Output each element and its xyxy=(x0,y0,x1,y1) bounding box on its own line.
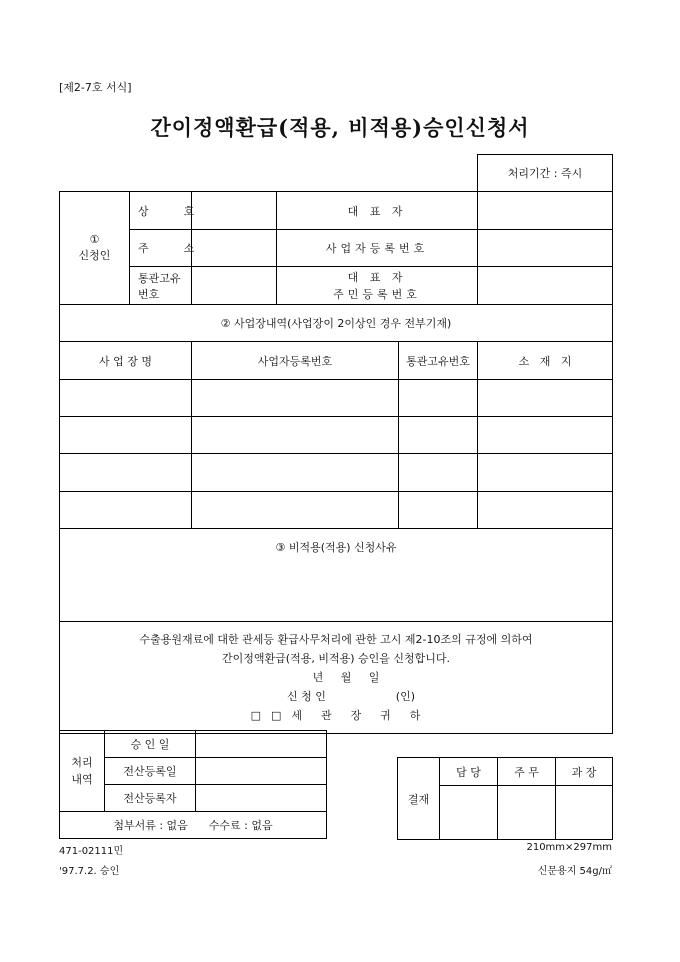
table-row xyxy=(60,492,613,529)
applicant-label: ① 신청인 xyxy=(60,192,130,305)
workplace-cell[interactable] xyxy=(60,454,192,492)
workplace-cell[interactable] xyxy=(399,492,478,529)
approval-date-field[interactable] xyxy=(196,731,327,758)
approval-header-manager: 과 장 xyxy=(556,758,613,786)
form-number: [제2-7호 서식] xyxy=(59,81,132,94)
approval-sign-manager[interactable] xyxy=(556,786,613,840)
address-field[interactable] xyxy=(192,230,277,267)
representative-field[interactable] xyxy=(478,192,613,230)
workplace-header-customs-code: 통관고유번호 xyxy=(399,342,478,380)
customs-code-field[interactable] xyxy=(192,267,277,305)
workplace-cell[interactable] xyxy=(399,380,478,417)
approval-date-label: 승 인 일 xyxy=(105,731,196,758)
form-title: 간이정액환급(적용, 비적용)승인신청서 xyxy=(150,115,530,140)
business-reg-no-label: 사업자등록번호 xyxy=(277,230,478,267)
registrant-field[interactable] xyxy=(196,785,327,812)
representative-label: 대 표 자 xyxy=(277,192,478,230)
trade-name-field[interactable] xyxy=(192,192,277,230)
application-table xyxy=(59,154,613,734)
table-row xyxy=(60,454,613,492)
workplace-cell[interactable] xyxy=(478,492,613,529)
processing-label: 처리 내역 xyxy=(60,731,105,812)
rep-id-label-line2: 주민등록번호 xyxy=(333,287,421,301)
registration-date-field[interactable] xyxy=(196,758,327,785)
approval-header-staff: 담 당 xyxy=(440,758,498,786)
registrant-label: 전산등록자 xyxy=(105,785,196,812)
rep-id-field[interactable] xyxy=(478,267,613,305)
workplace-cell[interactable] xyxy=(60,380,192,417)
declaration-applicant: 신 청 인 (인) xyxy=(287,690,416,703)
workplace-cell[interactable] xyxy=(60,417,192,454)
reason-section-title: ③ 비적용(적용) 신청사유 xyxy=(275,541,397,554)
table-row xyxy=(60,380,613,417)
approval-sign-staff[interactable] xyxy=(440,786,498,840)
workplace-header-reg-no: 사업자등록번호 xyxy=(192,342,399,380)
workplace-section-title: ② 사업장내역(사업장이 2이상인 경우 전부기재) xyxy=(60,305,613,342)
workplace-cell[interactable] xyxy=(60,492,192,529)
workplace-header-location: 소 재 지 xyxy=(478,342,613,380)
footer-paper: 신문용지 54g/㎡ xyxy=(537,866,612,877)
workplace-cell[interactable] xyxy=(399,454,478,492)
rep-id-label xyxy=(277,267,478,305)
reason-section[interactable] xyxy=(60,529,613,622)
processing-table xyxy=(59,730,327,839)
approval-table xyxy=(397,757,613,840)
workplace-cell[interactable] xyxy=(192,454,399,492)
workplace-cell[interactable] xyxy=(192,492,399,529)
declaration-date: 년 월 일 xyxy=(312,671,380,684)
workplace-cell[interactable] xyxy=(478,417,613,454)
workplace-cell[interactable] xyxy=(478,380,613,417)
declaration-line2: 간이정액환급(적용, 비적용) 승인을 신청합니다. xyxy=(222,652,450,665)
trade-name-label: 상 호 xyxy=(130,192,192,230)
footer-approval-date: '97.7.2. 승인 xyxy=(59,866,120,877)
business-reg-no-field[interactable] xyxy=(478,230,613,267)
registration-date-label: 전산등록일 xyxy=(105,758,196,785)
rep-id-label-line1: 대 표 자 xyxy=(347,270,407,284)
attachments-fee: 첨부서류 : 없음 수수료 : 없음 xyxy=(60,812,327,839)
workplace-cell[interactable] xyxy=(192,417,399,454)
customs-code-label: 통관고유번호 xyxy=(130,267,192,305)
workplace-cell[interactable] xyxy=(192,380,399,417)
footer-code: 471-02111민 xyxy=(59,846,124,857)
approval-header-chief: 주 무 xyxy=(498,758,556,786)
table-row xyxy=(60,417,613,454)
approval-sign-chief[interactable] xyxy=(498,786,556,840)
address-label: 주 소 xyxy=(130,230,192,267)
declaration-addressee: □ □ 세 관 장 귀 하 xyxy=(250,709,422,722)
declaration xyxy=(60,622,613,734)
declaration-line1: 수출용원재료에 대한 관세등 환급사무처리에 관한 고시 제2-10조의 규정에 의하여 xyxy=(139,633,533,646)
workplace-cell[interactable] xyxy=(399,417,478,454)
workplace-cell[interactable] xyxy=(478,454,613,492)
footer-size: 210mm×297mm xyxy=(526,842,612,853)
processing-period: 처리기간 : 즉시 xyxy=(478,155,613,192)
workplace-header-name: 사 업 장 명 xyxy=(60,342,192,380)
approval-label: 결재 xyxy=(398,758,440,840)
